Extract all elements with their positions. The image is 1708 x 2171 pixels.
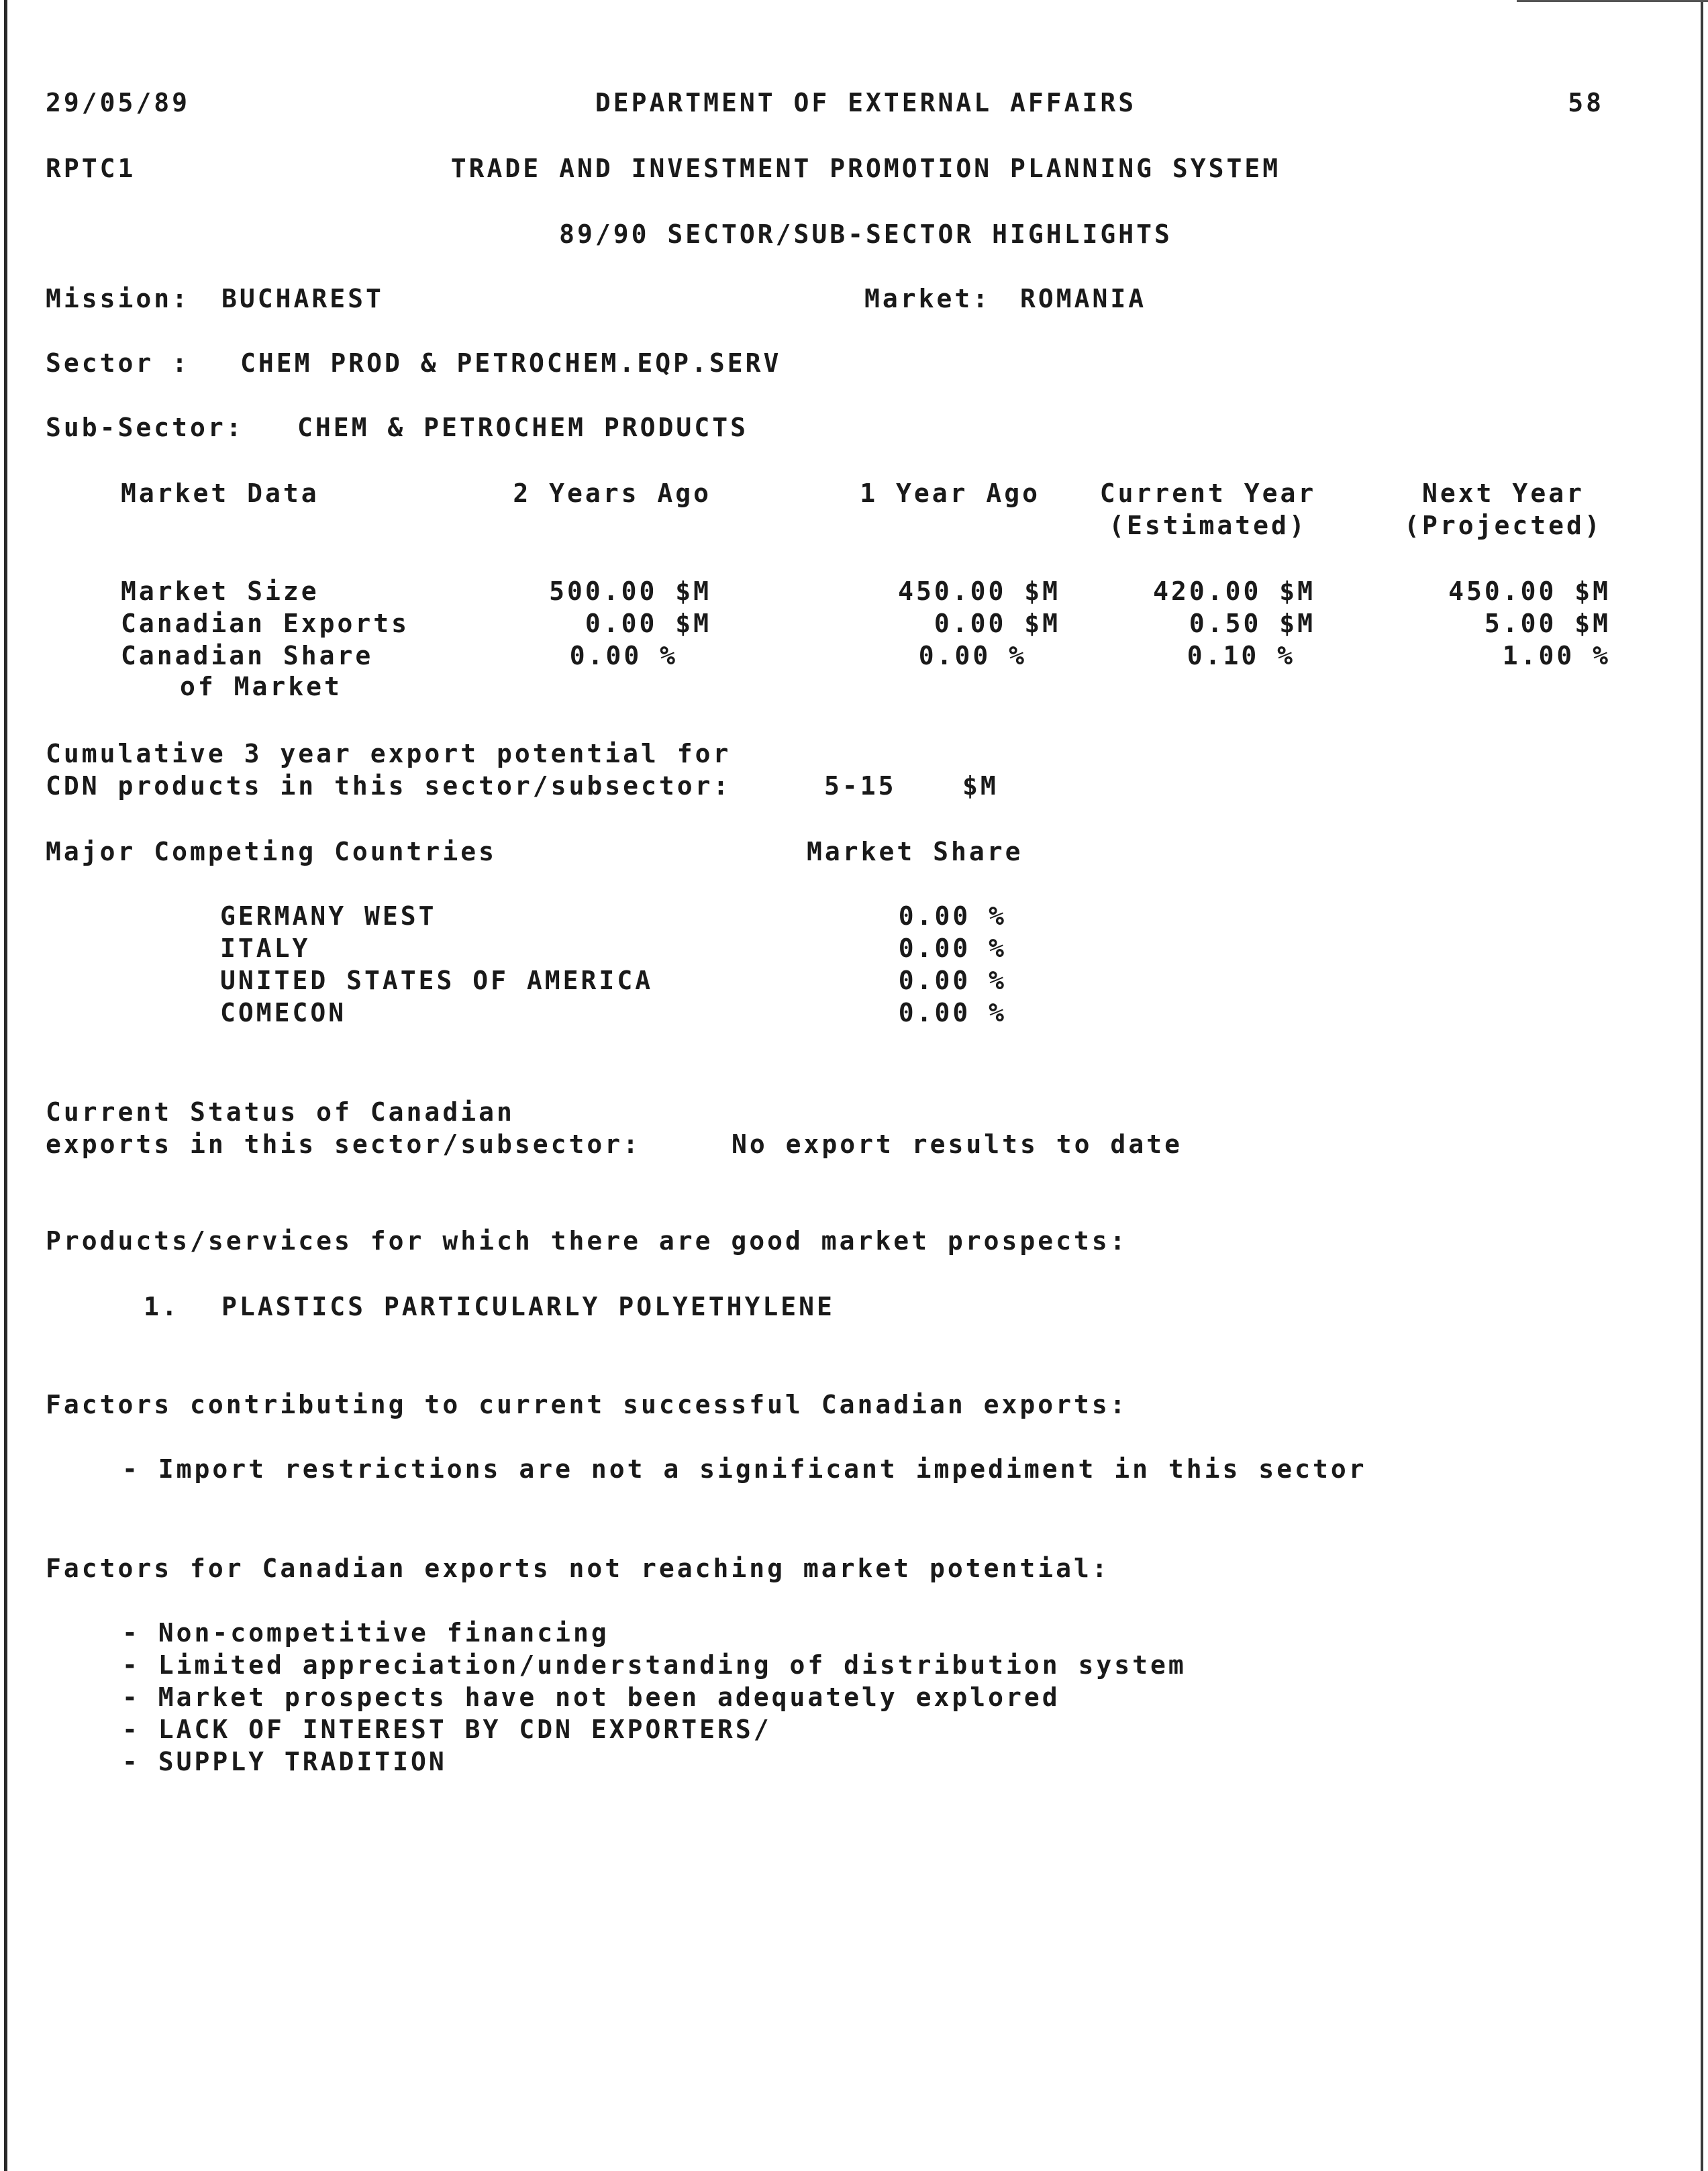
column-header-one-year-ago: 1 Year Ago (860, 478, 1040, 508)
contributing-factor-item: - Import restrictions are not a significant impediment in this sector (122, 1454, 1367, 1484)
limiting-factor-item: - LACK OF INTEREST BY CDN EXPORTERS/ (122, 1715, 772, 1744)
report-title: 89/90 SECTOR/SUB-SECTOR HIGHLIGHTS (559, 219, 1172, 249)
department-title: DEPARTMENT OF EXTERNAL AFFAIRS (595, 88, 1137, 117)
competitor-share: 0.00 % (898, 901, 1007, 931)
table-cell: 0.00 $M (585, 609, 711, 638)
table-cell: 1.00 % (1502, 641, 1611, 670)
prospects-heading: Products/services for which there are good market prospects: (46, 1226, 1128, 1256)
table-cell: 5.00 $M (1484, 609, 1611, 638)
sector-value: CHEM PROD & PETROCHEM.EQP.SERV (240, 348, 782, 378)
competitor-country: GERMANY WEST (220, 901, 437, 931)
table-cell: 0.00 % (569, 641, 678, 670)
table-cell: 420.00 $M (1153, 576, 1315, 606)
column-header-next-year-note: (Projected) (1404, 511, 1603, 540)
system-title: TRADE AND INVESTMENT PROMOTION PLANNING SYSTEM (450, 154, 1281, 183)
sub-sector-value: CHEM & PETROCHEM PRODUCTS (297, 413, 748, 442)
limiting-factor-item: - Non-competitive financing (122, 1618, 609, 1648)
table-cell: 0.00 $M (934, 609, 1060, 638)
limiting-factor-item: - Market prospects have not been adequately explored (122, 1682, 1060, 1712)
table-cell: 450.00 $M (1448, 576, 1611, 606)
report-code: RPTC1 (46, 154, 136, 183)
competitor-share: 0.00 % (898, 966, 1007, 995)
page-right-edge (1701, 0, 1703, 2171)
limiting-factor-item: - Limited appreciation/understanding of distribution system (122, 1650, 1187, 1680)
page-left-edge (4, 0, 7, 2171)
column-header-next-year: Next Year (1422, 478, 1585, 508)
table-cell: 500.00 $M (549, 576, 711, 606)
page-top-edge (1517, 0, 1708, 2)
column-header-two-years-ago: 2 Years Ago (513, 478, 711, 508)
table-cell: 0.10 % (1187, 641, 1295, 670)
prospect-text: PLASTICS PARTICULARLY POLYETHYLENE (221, 1292, 835, 1321)
limiting-factors-heading: Factors for Canadian exports not reaching market potential: (46, 1554, 1110, 1583)
competitor-share: 0.00 % (898, 998, 1007, 1027)
page-number: 58 (1568, 88, 1604, 117)
current-status-line2: exports in this sector/subsector: (46, 1129, 641, 1159)
row-label-canadian-share-line2: of Market (180, 672, 342, 701)
export-potential-range: 5-15 (824, 771, 897, 801)
report-date: 29/05/89 (46, 88, 191, 117)
export-potential-line2: CDN products in this sector/subsector: (46, 771, 732, 801)
market-share-heading: Market Share (807, 837, 1023, 866)
table-cell: 0.00 % (918, 641, 1027, 670)
row-label-canadian-share: Canadian Share (121, 641, 374, 670)
mission-label: Mission: (46, 284, 191, 313)
contributing-factors-heading: Factors contributing to current successful Canadian exports: (46, 1390, 1128, 1419)
competitor-country: COMECON (220, 998, 347, 1027)
column-header-current-year: Current Year (1099, 478, 1317, 508)
mission-value: BUCHAREST (221, 284, 384, 313)
table-cell: 450.00 $M (898, 576, 1060, 606)
competitor-country: UNITED STATES OF AMERICA (220, 966, 654, 995)
column-header-current-year-note: (Estimated) (1109, 511, 1307, 540)
export-potential-line1: Cumulative 3 year export potential for (46, 739, 732, 768)
competitors-heading: Major Competing Countries (46, 837, 497, 866)
limiting-factor-item: - SUPPLY TRADITION (122, 1747, 447, 1776)
table-cell: 0.50 $M (1189, 609, 1315, 638)
market-label: Market: (864, 284, 991, 313)
current-status-line1: Current Status of Canadian (46, 1097, 515, 1127)
column-header-market-data: Market Data (121, 478, 319, 508)
competitor-country: ITALY (220, 933, 311, 963)
sub-sector-label: Sub-Sector: (46, 413, 244, 442)
sector-label: Sector : (46, 348, 191, 378)
row-label-canadian-exports: Canadian Exports (121, 609, 410, 638)
row-label-market-size: Market Size (121, 576, 319, 606)
export-potential-unit: $M (962, 771, 999, 801)
current-status-value: No export results to date (732, 1129, 1183, 1159)
competitor-share: 0.00 % (898, 933, 1007, 963)
market-value: ROMANIA (1020, 284, 1147, 313)
prospect-number: 1. (144, 1292, 180, 1321)
